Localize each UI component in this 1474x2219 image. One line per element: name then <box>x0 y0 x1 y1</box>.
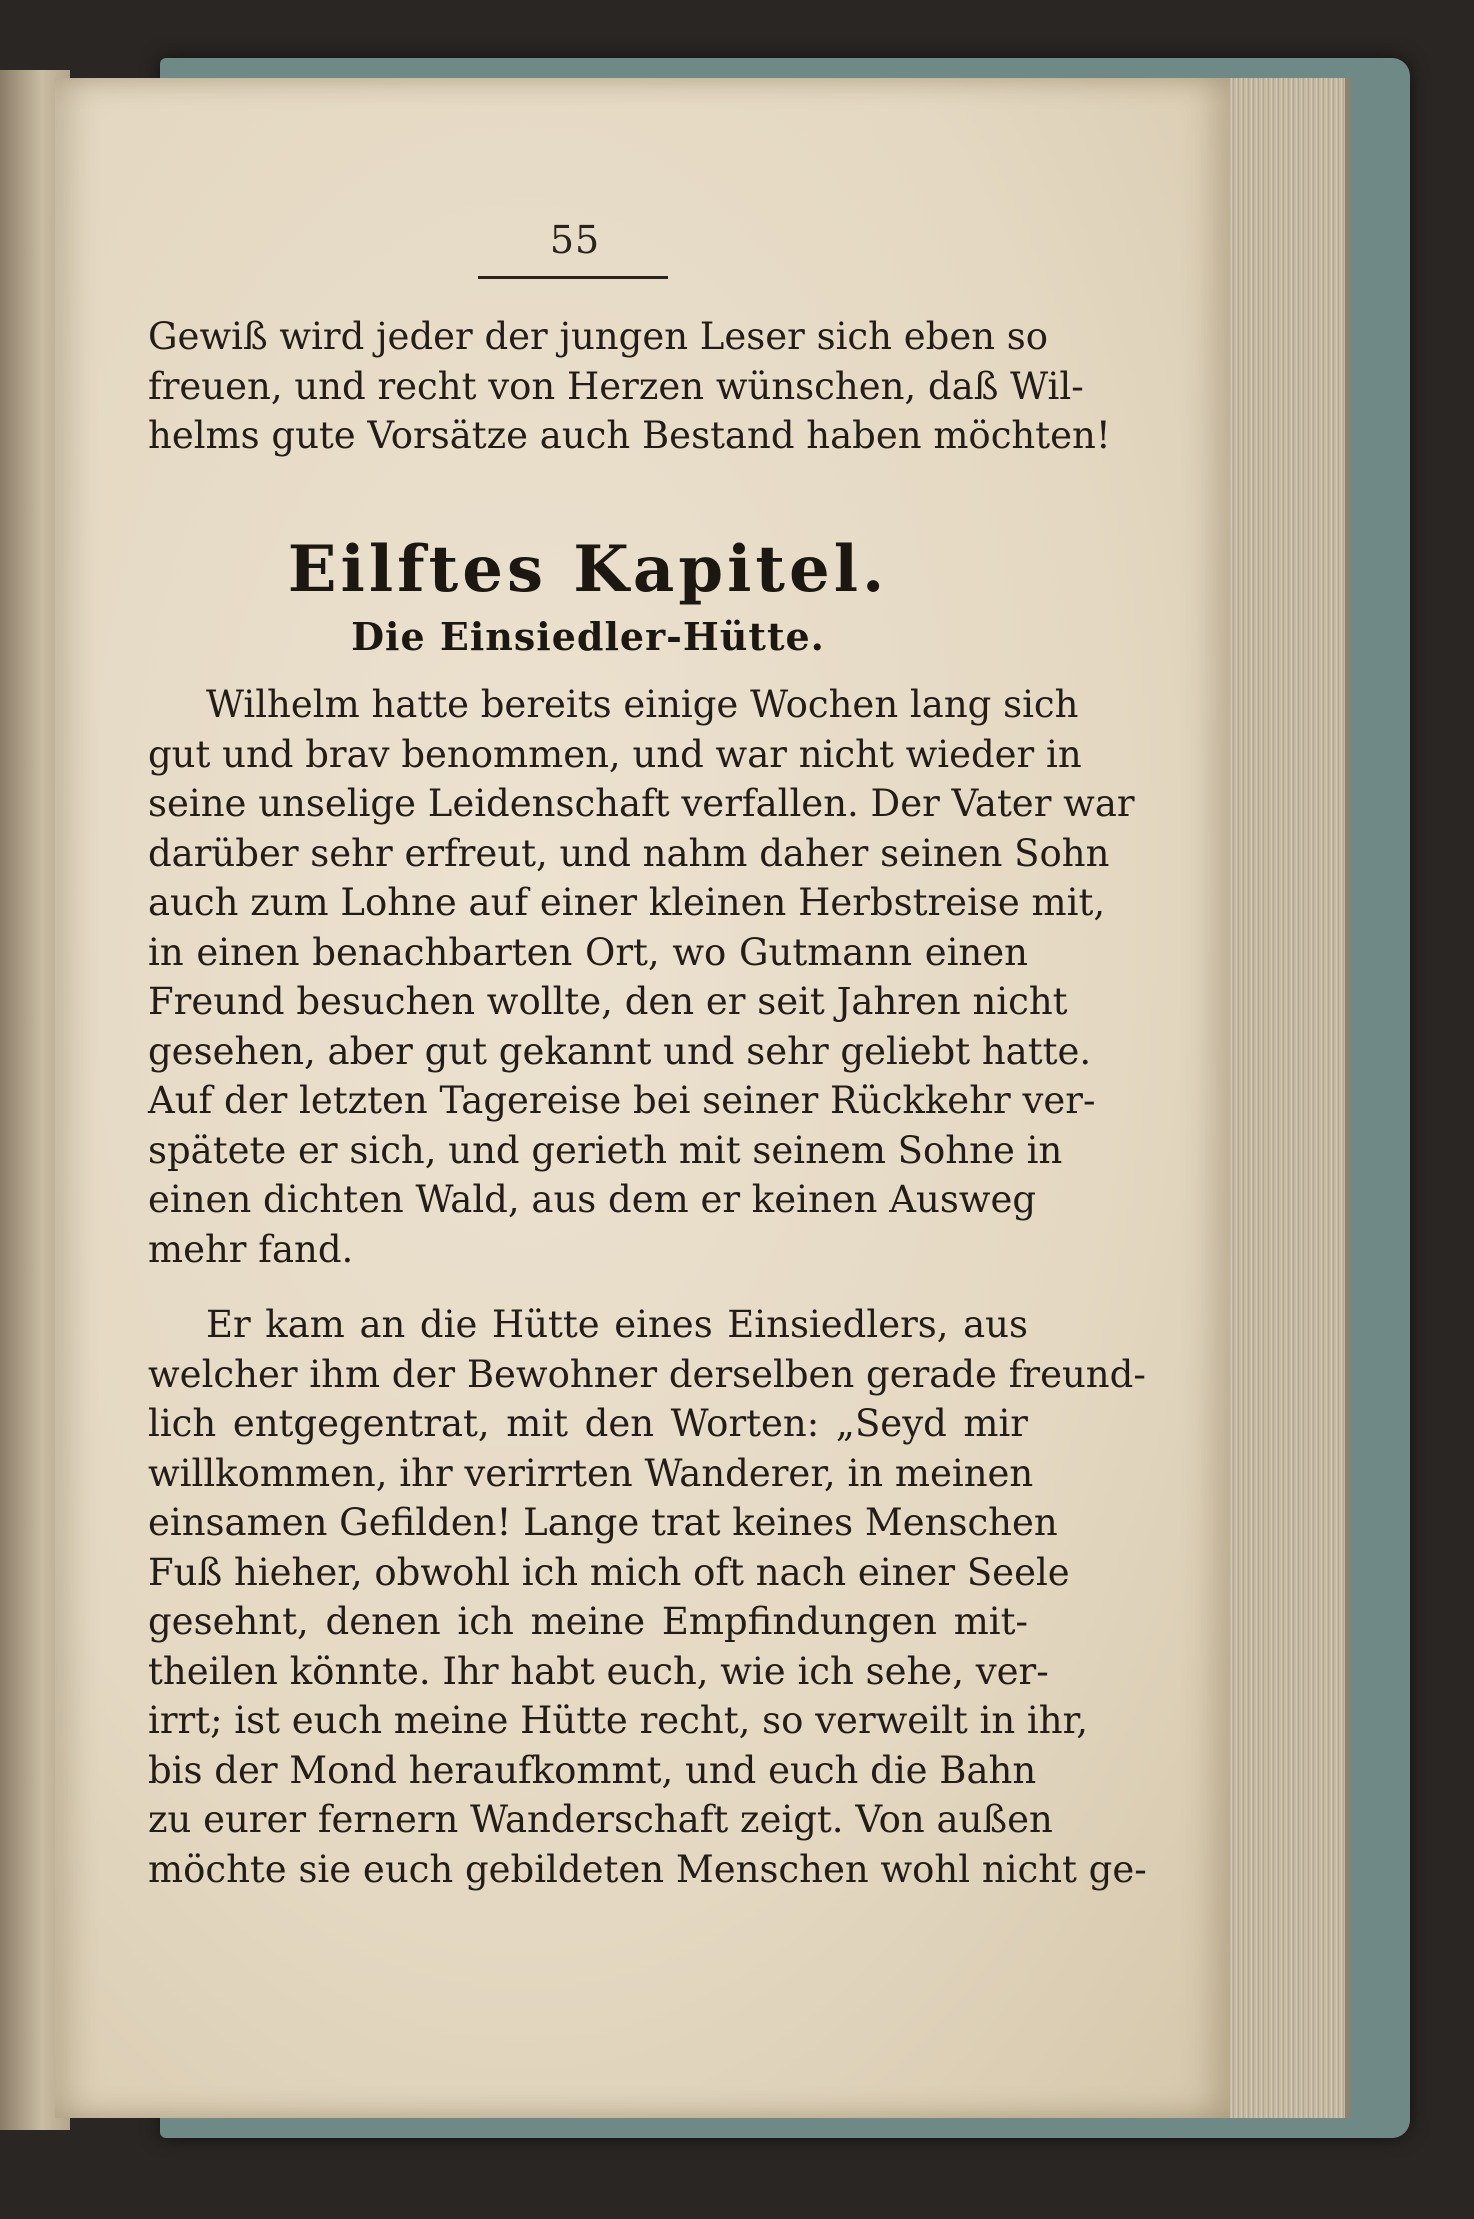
text-line: theilen könnte. Ihr habt euch, wie ich sehe, ver- <box>148 1649 1049 1693</box>
text-line: freuen, und recht von Herzen wünschen, daß Wil- <box>148 364 1084 408</box>
text-line: in einen benachbarten Ort, wo Gutmann einen <box>148 930 1028 974</box>
text-line: mehr fand. <box>148 1227 354 1271</box>
text-line: Fuß hieher, obwohl ich mich oft nach einer Seele <box>148 1550 1070 1594</box>
paragraph-1 <box>148 680 1135 1274</box>
text-line: bis der Mond heraufkommt, und euch die Bahn <box>148 1748 1037 1792</box>
intro-paragraph <box>148 312 1111 461</box>
page-number-rule <box>478 276 668 279</box>
text-line: einsamen Gefilden! Lange trat keines Menschen <box>148 1501 1058 1544</box>
text-line: seine unselige Leidenschaft verfallen. Der Vater war <box>148 782 1135 825</box>
text-line: zu eurer fernern Wanderschaft zeigt. Von außen <box>148 1798 1053 1841</box>
text-line: auch zum Lohne auf einer kleinen Herbstreise mit, <box>148 881 1106 924</box>
text-line: gesehen, aber gut gekannt und sehr geliebt hatte. <box>148 1029 1092 1073</box>
paragraph-2 <box>148 1300 1147 1894</box>
text-line: einen dichten Wald, aus dem er keinen Ausweg <box>148 1178 1037 1221</box>
text-line: gesehnt, denen ich meine Empfindungen mit- <box>148 1600 1028 1643</box>
text-line: gut und brav benommen, und war nicht wieder in <box>148 732 1082 776</box>
text-line: lich entgegentrat, mit den Worten: „Seyd mir <box>148 1402 1028 1445</box>
text-line: Auf der letzten Tagereise bei seiner Rückkehr ver- <box>148 1079 1096 1122</box>
text-line: Gewiß wird jeder der jungen Leser sich eben so <box>148 315 1049 358</box>
text-line: helms gute Vorsätze auch Bestand haben möchten! <box>148 414 1111 457</box>
text-line: willkommen, ihr verirrten Wanderer, in meinen <box>148 1451 1034 1495</box>
text-line: welcher ihm der Bewohner derselben gerade freund- <box>148 1352 1146 1396</box>
chapter-title: Eilftes Kapitel. <box>287 532 889 607</box>
text-line: darüber sehr erfreut, und nahm daher seinen Sohn <box>148 831 1110 875</box>
text-line: Freund besuchen wollte, den er seit Jahren nicht <box>148 980 1068 1023</box>
page-number: 55 <box>549 218 601 262</box>
text-line: Er kam an die Hütte eines Einsiedlers, aus <box>206 1303 1028 1346</box>
text-line: Wilhelm hatte bereits einige Wochen lang sich <box>206 683 1079 726</box>
page-edges <box>1225 78 1351 2118</box>
text-line: irrt; ist euch meine Hütte recht, so verweilt in ihr, <box>148 1699 1088 1742</box>
text-line: möchte sie euch gebildeten Menschen wohl nicht ge- <box>148 1847 1147 1891</box>
text-line: spätete er sich, und gerieth mit seinem Sohne in <box>148 1128 1063 1172</box>
chapter-subtitle: Die Einsiedler-Hütte. <box>351 614 825 659</box>
